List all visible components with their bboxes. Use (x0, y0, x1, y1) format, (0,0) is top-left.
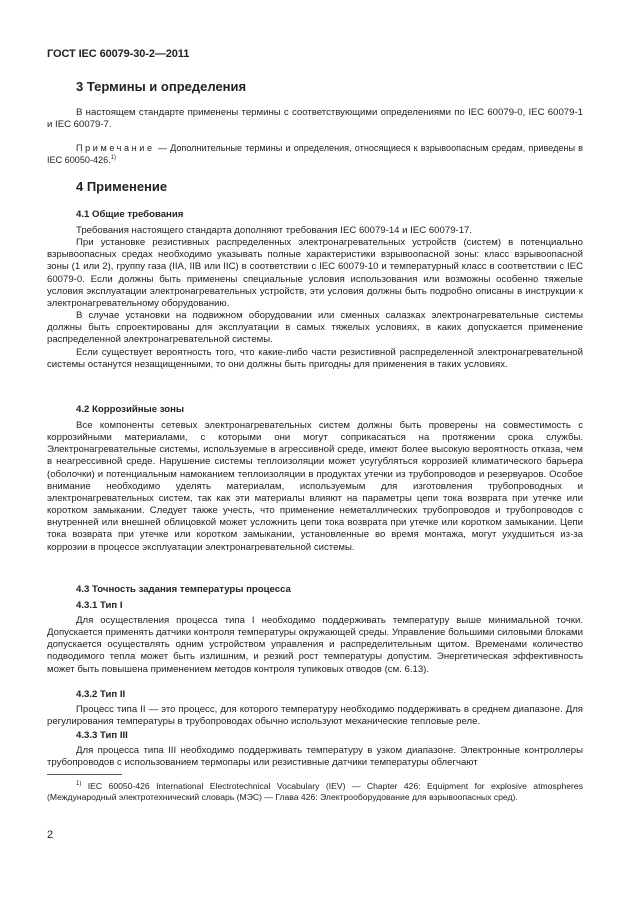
section-4-title: 4 Применение (76, 179, 168, 194)
paragraph: Все компоненты сетевых электронагревательных систем должны быть проверены на совместимость с коррозийными материалами, с которыми они могут соприкасаться на протяжении срока службы. Электронагревательные системы, используемые в агрессивной среде, имеют более высокую вероятность отказа, чем в неагрессивной среде. Нарушение системы теплоизоляции может усугубляться коррозией климатического барьера (оболочки) и потенциальным намоканием теплоизоляции в продуктах утечки из трубопроводов и резервуаров. Особое внимание необходимо уделять материалам, используемым для изготовления трубопроводных и электронагревательных систем, так как эти материалы влияют на параметры цепи тока возврата при утечке или коротком замыкании. Следует также учесть, что применение неметаллических трубопроводов и трубопроводов с внутренней или внешней облицовкой может усложнить цепи тока возврата при утечке или коротком замыкании. Цепи тока возврата при утечке или коротком замыкании, установленные во время монтажа, могут ухудшиться из-за коррозии в процессе эксплуатации электронагревательной системы. (47, 420, 583, 553)
subsection-4-2-body (47, 420, 583, 554)
footnote-ref: 1) (110, 155, 117, 162)
subsection-4-3-title: 4.3 Точность задания температуры процесса (76, 584, 291, 595)
subsection-4-3-2-title: 4.3.2 Тип II (76, 689, 126, 700)
subsection-4-3-1-body (47, 615, 583, 676)
note-label: Примечание (76, 143, 155, 153)
document-code-header: ГОСТ IEC 60079-30-2—2011 (47, 48, 190, 60)
section-3-paragraph: В настоящем стандарте применены термины с соответствующими определениями по IEC 60079-0, IEC 60079-1 и IEC 60079-7. (47, 107, 583, 131)
paragraph: Для процесса типа III необходимо поддерживать температуру в узком диапазоне. Электронные контроллеры трубопроводов с использованием термопары или резистивные датчики температуры облегчают (47, 745, 583, 769)
subsection-4-1-title: 4.1 Общие требования (76, 209, 184, 220)
footnote-text: IEC 60050-426 International Electrotechnical Vocabulary (IEV) — Chapter 426: Equipment for explosive atmospheres (Международный электротехнический словарь (МЭС) — Глава 426: Электрооборудование для взрывоопасных сред). (47, 781, 583, 802)
paragraph: Требования настоящего стандарта дополняют требования IEC 60079-14 и IEC 60079-17. (76, 225, 473, 236)
section-3-note (47, 142, 583, 166)
page-number: 2 (47, 829, 54, 841)
paragraph: Процесс типа II — это процесс, для которого температуру необходимо поддерживать в среднем диапазоне. Для регулирования температуры в трубопроводах обычно используют механические тепловые реле. (47, 704, 583, 728)
paragraph: Если существует вероятность того, что какие-либо части резистивной распределенной электронагревательной системы останутся незащищенными, то они должны быть пригодны для применения в таких условиях. (47, 346, 583, 370)
note-text: — Дополнительные термины и определения, относящиеся к взрывоопасным средам, приведены в IEC 60050-426. (47, 143, 583, 166)
subsection-4-3-2-body (47, 704, 583, 728)
footnote-divider (47, 774, 122, 775)
subsection-4-3-3-body (47, 745, 583, 769)
paragraph: Для осуществления процесса типа I необходимо поддерживать температуру выше минимальной точки. Допускается применять датчики контроля температуры окружающей среды. Управление большими силовыми блоками допускается осуществлять одним устройством управления и распределительным щитом. Временами количество подводимого тепла может быть излишним, и резкий рост температуры допустим. Энергетическая эффективность может быть повышена применением методов контроля тупиковых отводов (см. 6.13). (47, 615, 583, 675)
section-3-body (47, 107, 583, 131)
subsection-4-3-3-title: 4.3.3 Тип III (76, 730, 128, 741)
subsection-4-3-1-title: 4.3.1 Тип I (76, 600, 123, 611)
subsection-4-1-body (47, 225, 583, 371)
paragraph: В случае установки на подвижном оборудовании или сменных салазках электронагревательные системы должны быть спроектированы для эксплуатации в самых тяжелых условиях, в каких допускается применение распределенной электронагревательной системы. (47, 310, 583, 346)
footnote (47, 781, 583, 803)
section-3-title: 3 Термины и определения (76, 79, 247, 94)
footnote-mark: 1) (76, 781, 82, 787)
paragraph: При установке резистивных распределенных электронагревательных устройств (систем) в потенциально взрывоопасных средах необходимо указывать полные характеристики взрывоопасной зоны: класс взрывоопасной зоны (1 или 2), группу газа (IIA, IIB или IIC) в соответствии с IEC 60079-10 и температурный класс в соответствии с IEC 60079-0. Если должны быть применены специальные условия использования или возможны особенно тяжелые условия эксплуатации электронагревательных устройств, эти условия должны быть подробно описаны в инструкции к электронагревательному оборудованию. (47, 237, 583, 309)
subsection-4-2-title: 4.2 Коррозийные зоны (76, 404, 185, 415)
